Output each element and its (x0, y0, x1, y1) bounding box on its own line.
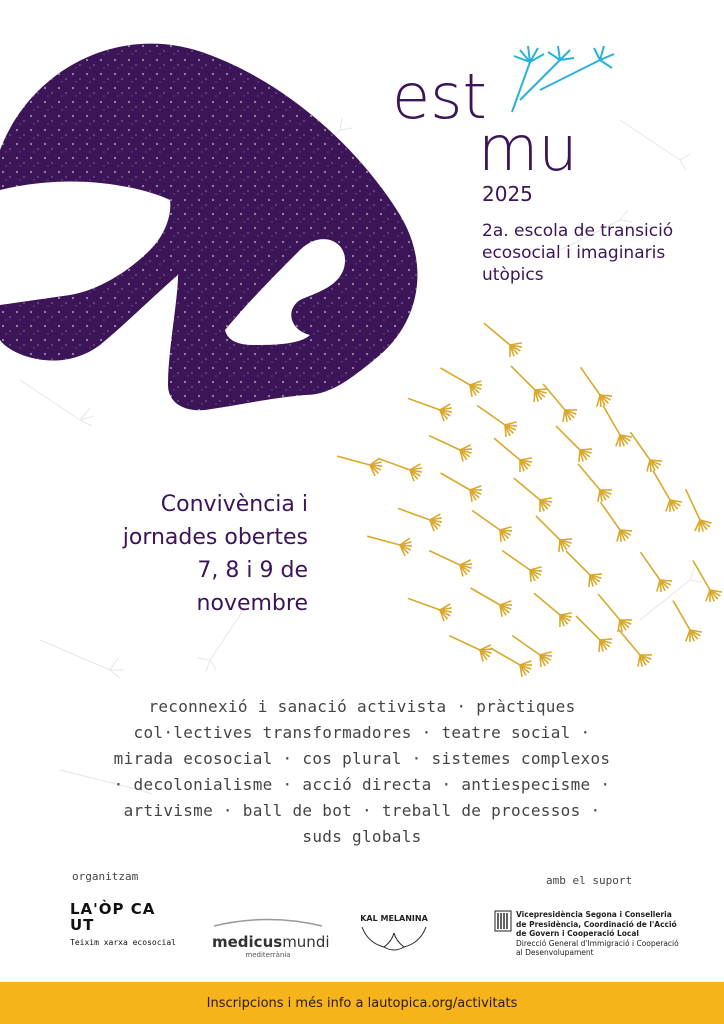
lautopica-bottom: UT (70, 916, 95, 934)
topics-line: artivisme · ball de bot · treball de processos · (123, 801, 601, 820)
brand-year: 2025 (482, 182, 533, 206)
subtitle (482, 220, 712, 286)
lautopica-tagline: Teixim xarxa ecosocial (70, 938, 176, 947)
dandelion-seed-icon (512, 46, 614, 112)
subtitle-line: utòpics (482, 265, 544, 285)
topics-line: col·lectives transformadores · teatre social · (133, 723, 591, 742)
event-line: jornades obertes (122, 525, 308, 550)
kal-name: KAL MELANINA (360, 914, 428, 923)
support-line: de Govern i Cooperació Local (516, 929, 639, 938)
topics-line: reconnexió i sanació activista · pràctiques (148, 697, 576, 716)
support-label: amb el suport (546, 874, 633, 887)
figure-illustration (0, 20, 430, 420)
kal-melanina-logo (354, 914, 434, 957)
topics-list (40, 694, 684, 850)
footer-link[interactable]: Inscripcions i més info a lautopica.org/activitats (206, 995, 518, 1011)
event-dates: 7, 8 i 9 de (197, 558, 308, 583)
event-line: Convivència i (160, 492, 308, 517)
support-line: Direcció General d'Immigració i Cooperació (516, 938, 679, 948)
topics-line: · decolonialisme · acció directa · antiespecisme · (113, 775, 611, 794)
subtitle-line: 2a. escola de transició (482, 221, 674, 241)
subtitle-line: ecosocial i imaginaris (482, 243, 666, 263)
event-info (40, 488, 308, 620)
topics-line: mirada ecosocial · cos plural · sistemes complexos (113, 749, 611, 768)
lautopica-logo (70, 900, 180, 947)
medicus-logo (212, 912, 330, 959)
balearic-crest-icon (494, 910, 514, 934)
support-line: Vicepresidència Segona i Conselleria (516, 910, 672, 919)
medicus-word1: medicus (212, 933, 283, 951)
support-line: de Presidència, Coordinació de l'Acció (516, 919, 677, 929)
medicus-word2: mundi (282, 933, 330, 951)
organizers-label: organitzam (72, 870, 139, 883)
support-line: al Desenvolupament (516, 948, 594, 957)
medicus-wordmark (212, 933, 330, 951)
medicus-sub: mediterrània (245, 951, 291, 959)
medicus-arc-icon (212, 917, 324, 927)
event-month: novembre (196, 591, 308, 616)
kal-faces-icon (354, 923, 434, 953)
brand-mu: mu (478, 112, 578, 185)
lautopica-top: LA'ÒP CA (70, 900, 156, 918)
support-text (516, 910, 716, 958)
topics-line: suds globals (302, 827, 422, 846)
brand-est: est (392, 60, 487, 133)
footer-bar (0, 982, 724, 1024)
